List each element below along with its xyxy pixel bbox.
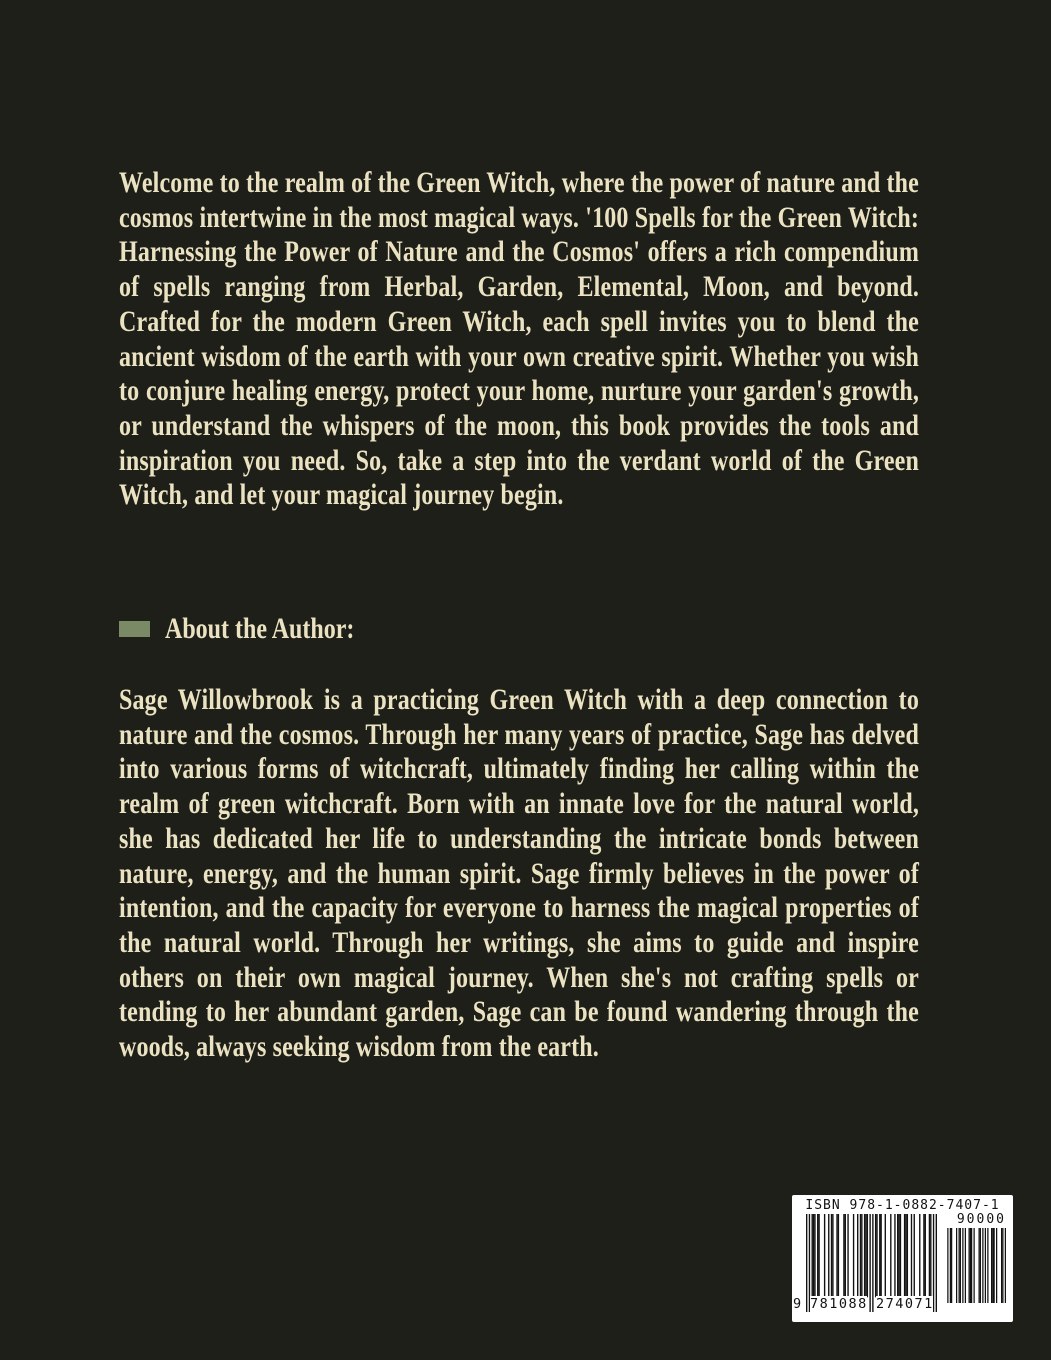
synopsis-paragraph: Welcome to the realm of the Green Witch, where the power of nature and the cosmos intertwine in the most magical ways. '100 Spells for the Green Witch: Harnessing the Power of Nature and the Cosmos' offers a rich compendium of spells ranging from Herbal, Garden, Elemental, Moon, and beyond. Crafted for the modern Green Witch, each spell invites you to blend the ancient wisdom of the earth with your own creative spirit. Whether you wish to conjure healing energy, protect your home, nurture your garden's growth, or understand the whispers of the moon, this book provides the tools and inspiration you need. So, take a step into the verdant world of the Green Witch, and let your magical journey begin.: [119, 166, 919, 512]
barcode-digit-group: 274071: [876, 1296, 934, 1312]
about-the-author-row: [119, 612, 402, 646]
barcode-digits-row: [793, 1295, 941, 1313]
barcode-digit-group: 781088: [810, 1296, 868, 1312]
author-bio-paragraph: Sage Willowbrook is a practicing Green Witch with a deep connection to nature and the cosmos. Through her many years of practice, Sage has delved into various forms of witchcraft, ultimately finding her calling within the realm of green witchcraft. Born with an innate love for the natural world, she has dedicated her life to understanding the intricate bonds between nature, energy, and the human spirit. Sage firmly believes in the power of intention, and the capacity for everyone to harness the magical properties of the natural world. Through her writings, she aims to guide and inspire others on their own magical journey. When she's not crafting spells or tending to her abundant garden, Sage can be found wandering through the woods, always seeking wisdom from the earth.: [119, 683, 919, 1064]
barcode-digit-group: 9: [793, 1296, 802, 1312]
about-the-author-heading: About the Author:: [165, 612, 355, 645]
section-marker-square: [119, 621, 150, 637]
isbn-number-label: ISBN 978-1-0882-7407-1: [805, 1198, 1000, 1213]
ean5-supplement-bars: [946, 1228, 1006, 1303]
barcode-price-code: 90000: [956, 1212, 1006, 1227]
isbn-barcode: [792, 1195, 1013, 1322]
